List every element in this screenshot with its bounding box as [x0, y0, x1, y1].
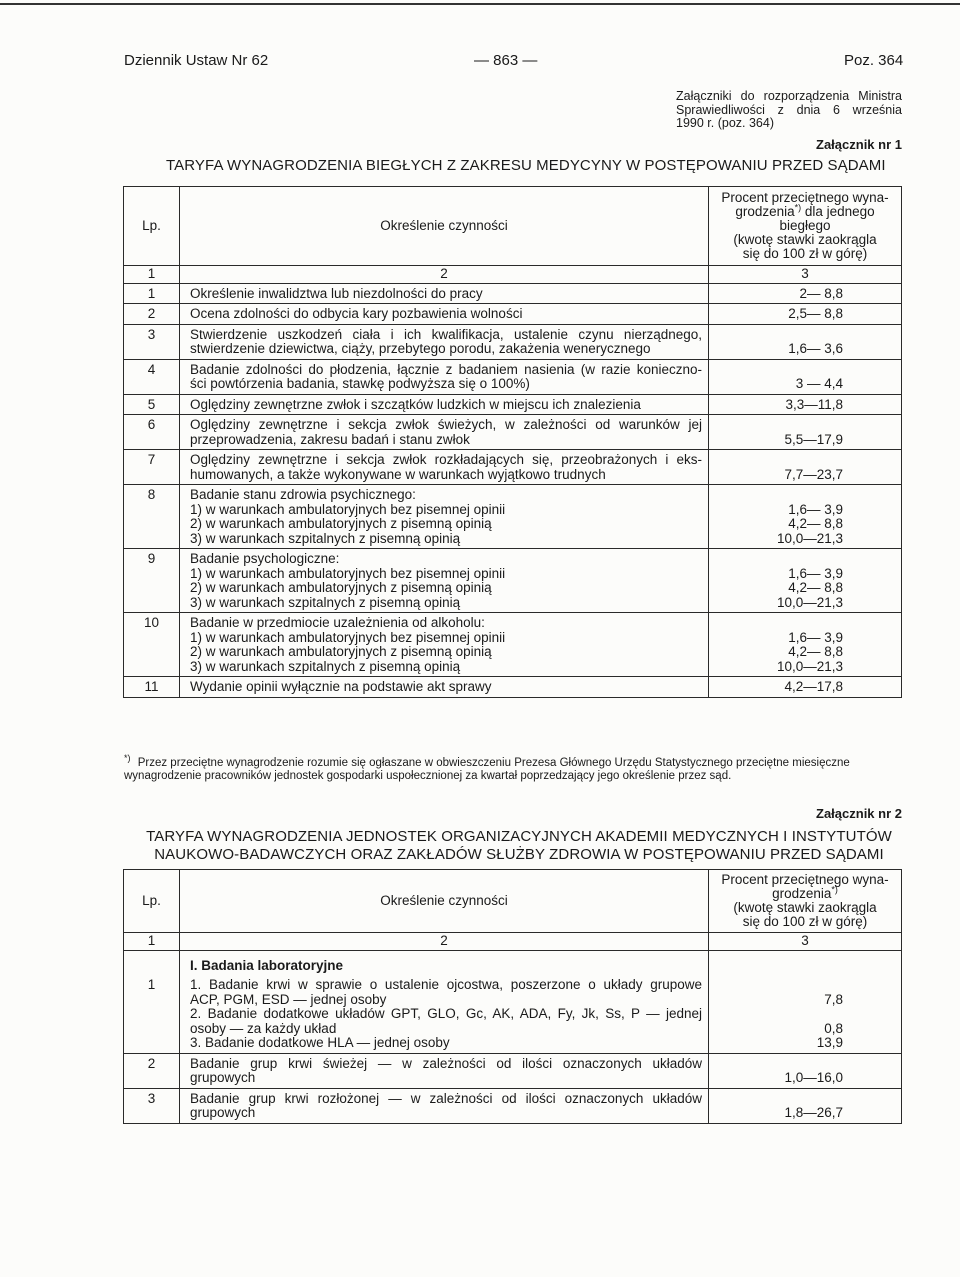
row-value [709, 677, 902, 698]
description-line: Badanie grup krwi rozłożonej — w zależności od ilości oznaczonych układów [190, 1090, 702, 1106]
column-header-value-line: (kwotę stawki zaokrągla [733, 900, 877, 915]
annotation-line: Załączniki do rozporządzenia Ministra [676, 89, 902, 103]
column-header-description: Określenie czynności [180, 870, 709, 933]
description-line: Wydanie opinii wyłącznie na podstawie akt sprawy [190, 679, 492, 694]
table-row [124, 283, 902, 304]
row-number: 5 [124, 394, 180, 415]
row-description [180, 1053, 709, 1088]
description-line: Stwierdzenie uszkodzeń ciała i ich kwalifikacja, ustalenie czynu nierządnego, [190, 326, 702, 342]
rate-value: 1,8—26,7 [784, 1105, 843, 1120]
column-header-value-line: się do 100 zł w górę) [742, 246, 868, 261]
description-line: stwierdzenie dziewictwa, ciąży, przebytego porodu, zakażenia wenerycznego [190, 341, 651, 356]
column-header-value-line: Procent przeciętnego wyna- [721, 872, 889, 887]
footnote-mark: *) [124, 753, 131, 764]
footnote-mark: *) [794, 202, 802, 213]
row-description [180, 613, 709, 677]
rate-value: 10,0—21,3 [776, 530, 843, 546]
rate-value: 5,5—17,9 [784, 431, 843, 447]
row-value [709, 450, 902, 485]
annex-annotation [676, 90, 902, 131]
section-value-cell [709, 950, 902, 975]
description-line: Oględziny zewnętrzne i sekcja zwłok świeżych, w zależności od warunków jej [190, 417, 702, 432]
section-lp-cell [124, 950, 180, 975]
description-line: ści powtórzenia badania, stawkę podwyższa się o 100%) [190, 376, 530, 391]
table-row [124, 415, 902, 450]
row-number: 10 [124, 613, 180, 677]
description-line: 2) w warunkach ambulatoryjnych z pisemną opinią [190, 516, 492, 531]
row-value [709, 283, 902, 304]
description-line: 1. Badanie krwi w sprawie o ustalenie ojcostwa, poszerzone o układy grupowe [190, 977, 702, 992]
description-line: 2) w warunkach ambulatoryjnych z pisemną opinią [190, 644, 492, 659]
table-row [124, 304, 902, 325]
row-description [180, 394, 709, 415]
description-line: 3. Badanie dodatkowe HLA — jednej osoby [190, 1035, 450, 1050]
row-number: 7 [124, 450, 180, 485]
row-value [709, 613, 902, 677]
row-number: 4 [124, 359, 180, 394]
row-description [180, 549, 709, 613]
column-header-row [124, 870, 902, 933]
description-line: Badanie psychologiczne: [190, 551, 340, 566]
footnote-text: Przez przeciętne wynagrodzenie rozumie się ogłaszane w obwieszczeniu Prezesa Głównego Urzędu Statystycznego przeciętne miesięczne wynagrodzenie pracowników jednostek gospodarki uspołecznionej za kwartał poprzedzający jego określenie przez sąd. [124, 757, 850, 782]
row-value [709, 304, 902, 325]
table-row [124, 324, 902, 359]
description-line: 3) w warunkach szpitalnych z pisemną opinią [190, 530, 461, 546]
description-line: Ocena zdolności do odbycia kary pozbawienia wolności [190, 306, 523, 321]
description-line: 2) w warunkach ambulatoryjnych z pisemną opinią [190, 580, 492, 595]
row-value [709, 1053, 902, 1088]
table-row [124, 613, 902, 677]
section-cell [180, 950, 709, 975]
row-description [180, 485, 709, 549]
column-number: 2 [180, 933, 709, 951]
annex-2-table [123, 869, 902, 1124]
rate-value: 3,3—11,8 [785, 396, 843, 412]
value-spacer [713, 488, 843, 503]
column-header-row [124, 187, 902, 266]
page-number: — 863 — [474, 52, 538, 69]
description-line: Badanie w przedmiocie uzależnienia od alkoholu: [190, 615, 485, 630]
rate-value: 4,2—17,8 [784, 679, 843, 694]
annex-1-label: Załącznik nr 1 [816, 137, 902, 152]
row-description [180, 975, 709, 1053]
rate-value: 7,7—23,7 [784, 466, 843, 482]
annotation-line: Sprawiedliwości z dnia 6 września [676, 102, 902, 117]
description-line: 1) w warunkach ambulatoryjnych bez pisemnej opinii [190, 629, 506, 645]
row-number: 3 [124, 324, 180, 359]
column-number: 3 [709, 266, 902, 284]
rate-value: 1,6— 3,9 [788, 629, 843, 645]
annex-2-label: Załącznik nr 2 [816, 806, 902, 821]
table-row [124, 975, 902, 1053]
description-line: 2. Badanie dodatkowe układów GPT, GLO, Gc, AK, ADA, Fy, Jk, Ss, P — jednej [190, 1006, 702, 1021]
rate-value: 4,2— 8,8 [788, 644, 843, 659]
table-row [124, 677, 902, 698]
rate-value: 10,0—21,3 [776, 594, 843, 610]
row-number: 3 [124, 1088, 180, 1123]
row-value [709, 1088, 902, 1123]
row-number: 8 [124, 485, 180, 549]
row-value [709, 975, 902, 1053]
rate-value: 1,0—16,0 [784, 1070, 843, 1085]
table-row [124, 394, 902, 415]
row-number: 6 [124, 415, 180, 450]
row-value [709, 549, 902, 613]
description-line: humowanych, a także wykonywane w warunkach wyjątkowo trudnych [190, 466, 606, 482]
footnote [124, 753, 902, 783]
column-header-lp: Lp. [124, 187, 180, 266]
rate-value: 4,2— 8,8 [788, 580, 843, 595]
description-line: grupowych [190, 1105, 256, 1120]
column-header-description: Określenie czynności [180, 187, 709, 266]
row-number: 1 [124, 283, 180, 304]
table-row [124, 359, 902, 394]
column-header-value-line: się do 100 zł w górę) [742, 914, 868, 929]
table-row [124, 1053, 902, 1088]
row-number: 2 [124, 1053, 180, 1088]
description-line: ACP, PGM, ESD — jednej osoby [190, 991, 387, 1007]
description-line: Badanie stanu zdrowia psychicznego: [190, 487, 416, 502]
rate-value: 3 — 4,4 [795, 376, 843, 391]
row-number: 1 [124, 975, 180, 1053]
column-header-value-line: (kwotę stawki zaokrągla [733, 232, 877, 247]
rate-value: 7,8 [824, 991, 843, 1007]
row-description [180, 359, 709, 394]
footnote-mark: *) [831, 884, 838, 895]
rate-value: 2— 8,8 [799, 285, 843, 301]
column-header-value-line: grodzenia*) [772, 884, 838, 901]
rate-value: 2,5— 8,8 [788, 306, 843, 321]
description-line: Badanie grup krwi świeżej — w zależności od ilości oznaczonych układów [190, 1055, 702, 1071]
description-line: grupowych [190, 1070, 256, 1085]
row-value [709, 324, 902, 359]
row-value [709, 359, 902, 394]
position-number: Poz. 364 [844, 52, 904, 69]
rate-value: 1,6— 3,9 [788, 501, 843, 517]
annex-2-title-line: NAUKOWO-BADAWCZYCH ORAZ ZAKŁADÓW SŁUŻBY ZDROWIA W POSTĘPOWANIU PRZED SĄDAMI [154, 846, 884, 863]
description-line: Oględziny zewnętrzne zwłok i szczątków ludzkich w miejscu ich znalezienia [190, 396, 641, 412]
column-header-value-line: biegłego [779, 218, 831, 233]
description-line: Określenie inwalidztwa lub niezdolności do pracy [190, 285, 483, 301]
row-description [180, 283, 709, 304]
rate-value: 13,9 [816, 1035, 843, 1050]
description-line: 3) w warunkach szpitalnych z pisemną opinią [190, 658, 461, 674]
row-description [180, 450, 709, 485]
description-line: Oględziny zewnętrzne i sekcja zwłok rozkładających się, przeobrażonych i eks- [190, 452, 702, 467]
row-number: 9 [124, 549, 180, 613]
top-rule [0, 3, 960, 5]
description-line: osoby — za każdy układ [190, 1020, 337, 1036]
column-header-value [709, 187, 902, 266]
column-header-lp: Lp. [124, 870, 180, 933]
section-heading: I. Badania laboratoryjne [190, 957, 344, 973]
column-header-value [709, 870, 902, 933]
rate-value: 1,6— 3,9 [788, 565, 843, 581]
column-number: 1 [124, 933, 180, 951]
journal-name: Dziennik Ustaw Nr 62 [124, 52, 269, 69]
description-line: przeprowadzenia, zakresu badań i stanu zwłok [190, 431, 470, 447]
table-row [124, 485, 902, 549]
table-row [124, 450, 902, 485]
row-number: 11 [124, 677, 180, 698]
rate-value: 10,0—21,3 [776, 658, 843, 674]
description-line: 3) w warunkach szpitalnych z pisemną opinią [190, 594, 461, 610]
rate-value: 0,8 [824, 1020, 843, 1036]
column-header-value-line: grodzenia*) dla jednego [735, 202, 875, 219]
row-number: 2 [124, 304, 180, 325]
value-spacer [713, 552, 843, 567]
rate-value: 1,6— 3,6 [788, 341, 843, 356]
row-description [180, 677, 709, 698]
row-value [709, 394, 902, 415]
section-row [124, 950, 902, 975]
description-line: 1) w warunkach ambulatoryjnych bez pisemnej opinii [190, 501, 506, 517]
annex-1-table [123, 186, 902, 698]
table-row [124, 1088, 902, 1123]
column-number: 2 [180, 266, 709, 284]
value-spacer [713, 616, 843, 631]
annotation-line: 1990 r. (poz. 364) [676, 116, 774, 130]
annex-1-title: TARYFA WYNAGRODZENIA BIEGŁYCH Z ZAKRESU MEDYCYNY W POSTĘPOWANIU PRZED SĄDAMI [166, 157, 886, 174]
column-header-value-line: Procent przeciętnego wyna- [721, 190, 889, 205]
column-number: 1 [124, 266, 180, 284]
row-description [180, 304, 709, 325]
row-description [180, 415, 709, 450]
row-value [709, 415, 902, 450]
row-description [180, 1088, 709, 1123]
description-line: 1) w warunkach ambulatoryjnych bez pisemnej opinii [190, 565, 506, 581]
column-number-row [124, 266, 902, 284]
row-description [180, 324, 709, 359]
description-line: Badanie zdolności do płodzenia, łącznie z badaniem nasienia (w razie konieczno- [190, 361, 702, 377]
table-row [124, 549, 902, 613]
column-number-row [124, 933, 902, 951]
row-value [709, 485, 902, 549]
annex-2-title-line: TARYFA WYNAGRODZENIA JEDNOSTEK ORGANIZACYJNYCH AKADEMII MEDYCZNYCH I INSTYTUTÓW [146, 828, 892, 845]
column-number: 3 [709, 933, 902, 951]
rate-value: 4,2— 8,8 [788, 516, 843, 531]
